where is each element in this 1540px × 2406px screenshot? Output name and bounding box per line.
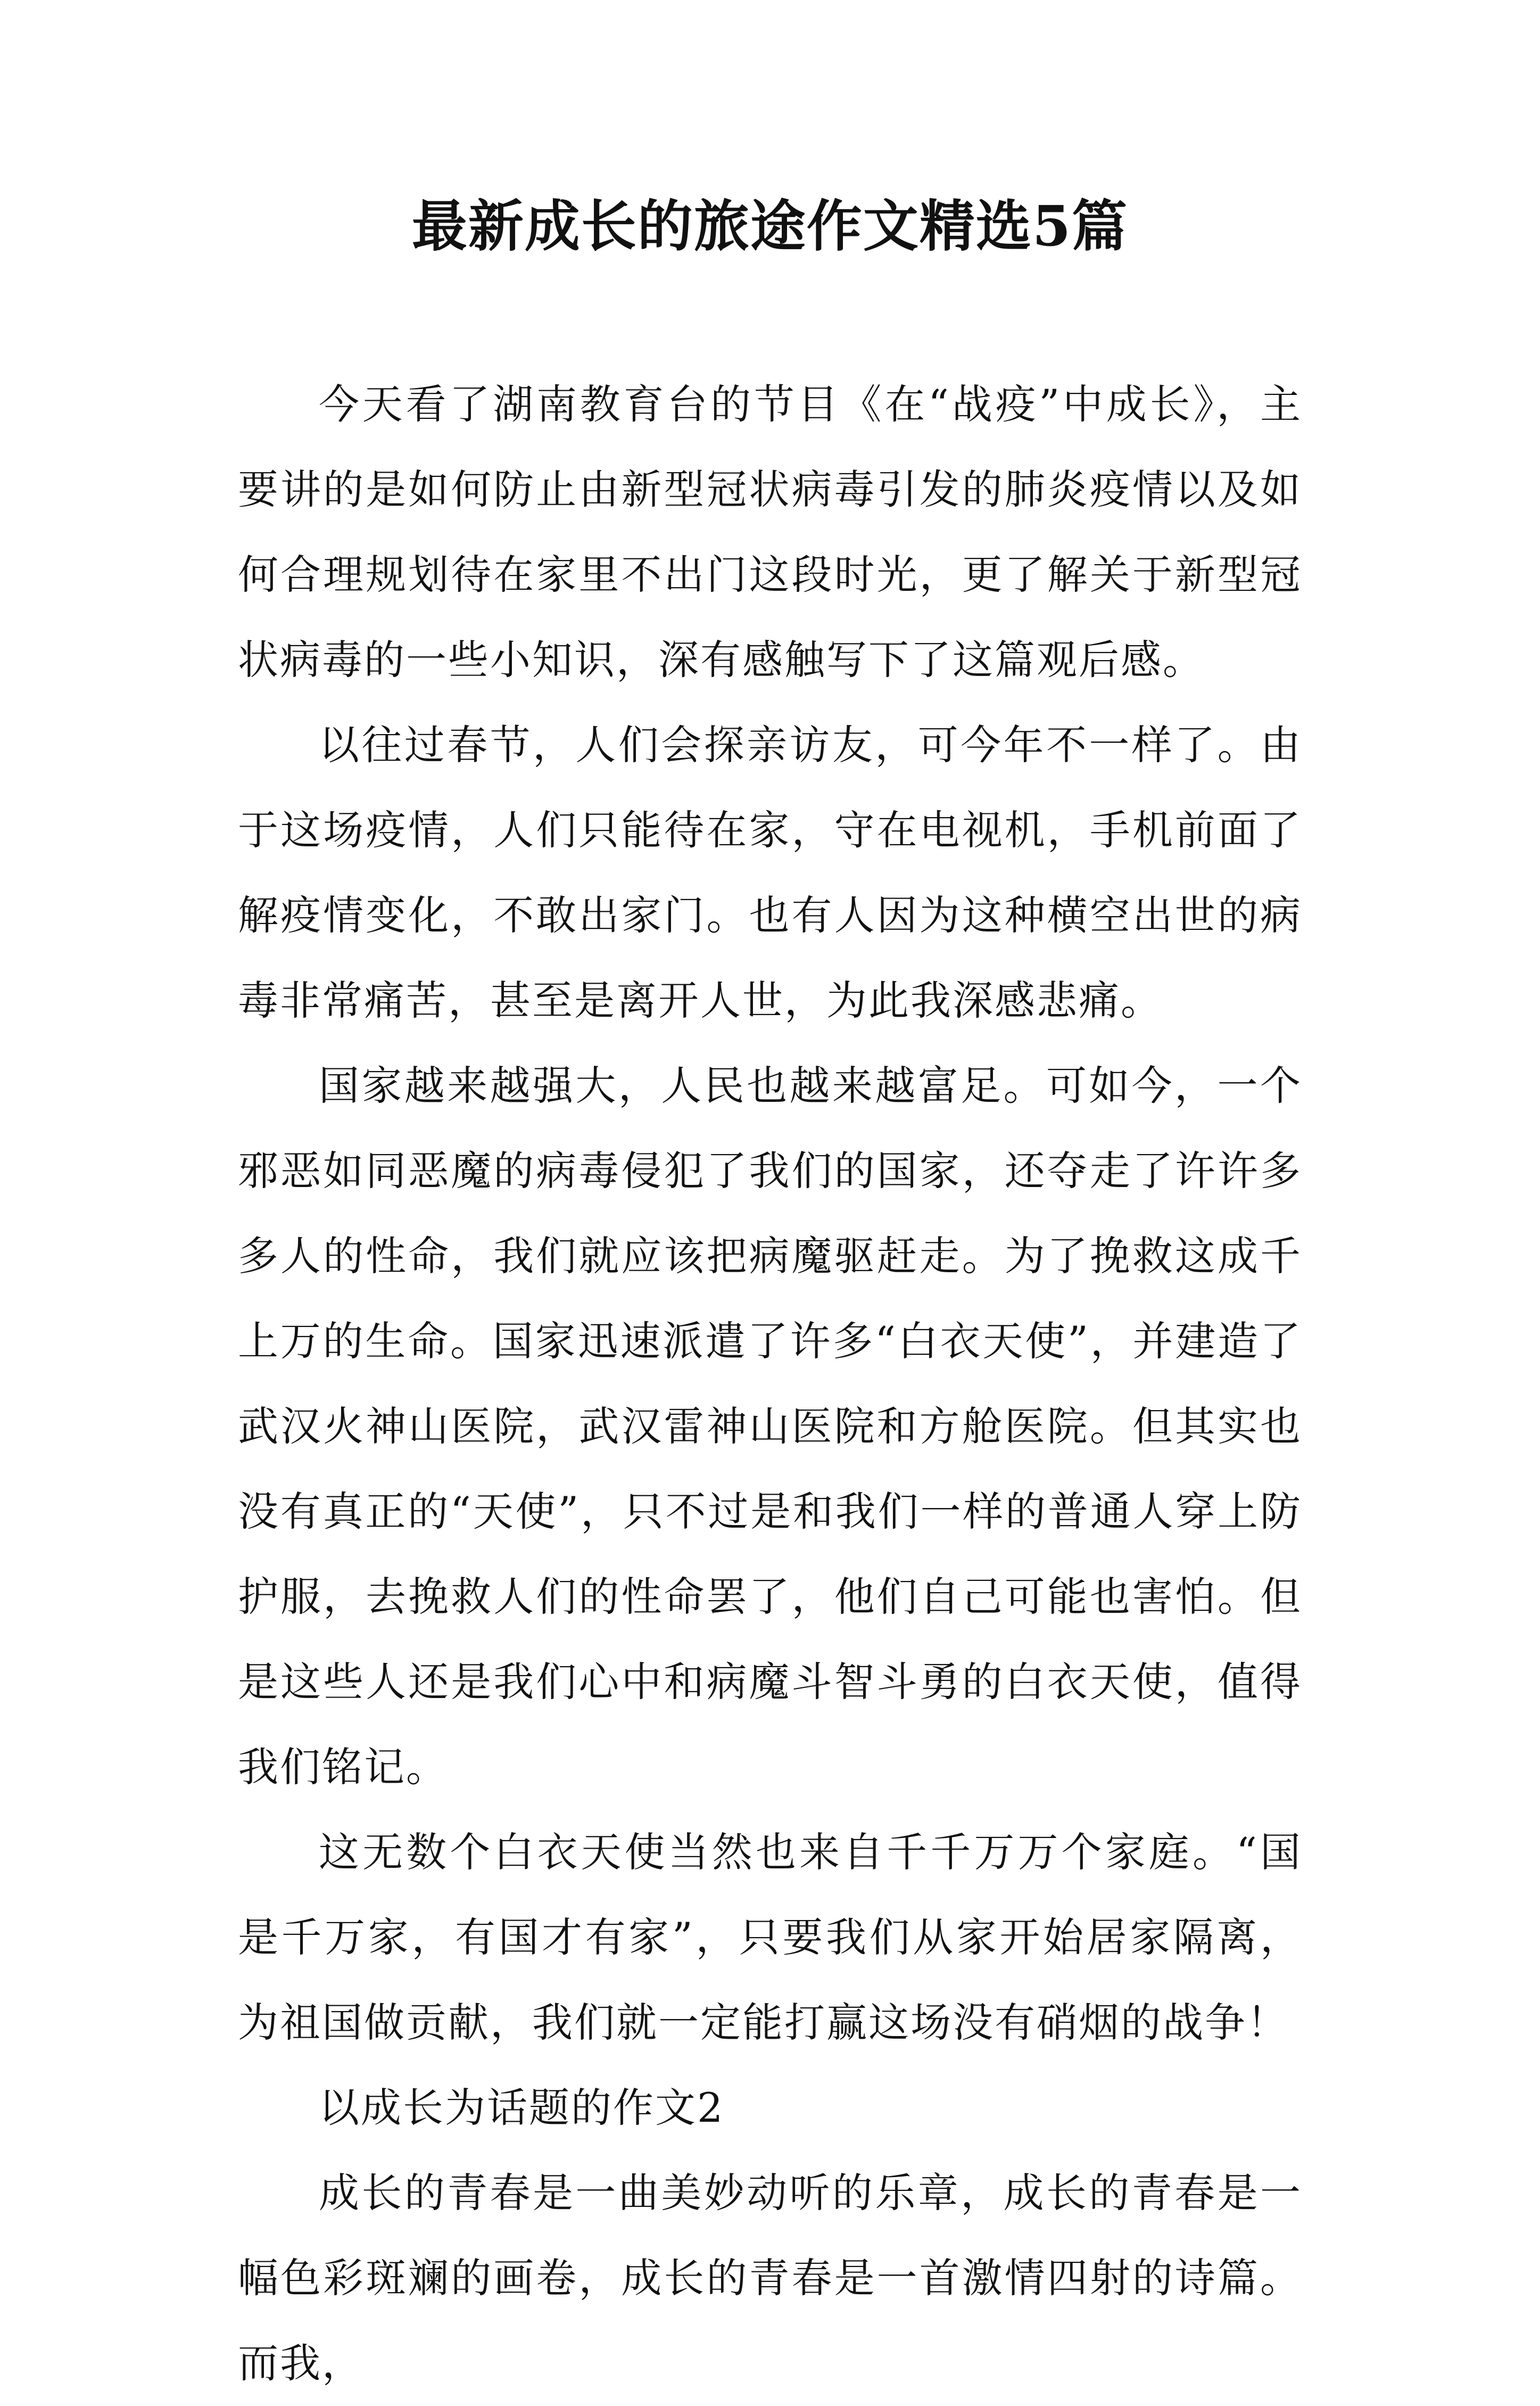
paragraph-3: 国家越来越强大，人民也越来越富足。可如今，一个邪恶如同恶魔的病毒侵犯了我们的国家，还夺走了许许多多人的性命，我们就应该把病魔驱赶走。为了挽救这成千上万的生命。国家迅速派遣了许多“白衣天使”，并建造了武汉火神山医院，武汉雷神山医院和方舱医院。但其实也没有真正的“天使”，只不过是和我们一样的普通人穿上防护服，去挽救人们的性命罢了，他们自己可能也害怕。但是这些人还是我们心中和病魔斗智斗勇的白衣天使，值得我们铭记。 (238, 1062, 1302, 1791)
paragraph-4: 这无数个白衣天使当然也来自千千万万个家庭。“国是千万家，有国才有家”，只要我们从家开始居家隔离，为祖国做贡献，我们就一定能打赢这场没有硝烟的战争！ (238, 1828, 1302, 2046)
document-title: 最新成长的旅途作文精选5篇 (411, 193, 1129, 259)
paragraph-2: 以往过春节，人们会探亲访友，可今年不一样了。由于这场疫情，人们只能待在家，守在电视机，手机前面了解疫情变化，不敢出家门。也有人因为这种横空出世的病毒非常痛苦，甚至是离开人世，为此我深感悲痛。 (238, 721, 1302, 1024)
section-heading: 以成长为话题的作文2 (319, 2084, 725, 2131)
document-body (238, 362, 1302, 2406)
paragraph-5: 成长的青春是一曲美妙动听的乐章，成长的青春是一幅色彩斑斓的画卷，成长的青春是一首激情四射的诗篇。而我， (238, 2169, 1302, 2387)
paragraph-1: 今天看了湖南教育台的节目《在“战疫”中成长》，主要讲的是如何防止由新型冠状病毒引发的肺炎疫情以及如何合理规划待在家里不出门这段时光，更了解关于新型冠状病毒的一些小知识，深有感触写下了这篇观后感。 (238, 381, 1302, 683)
